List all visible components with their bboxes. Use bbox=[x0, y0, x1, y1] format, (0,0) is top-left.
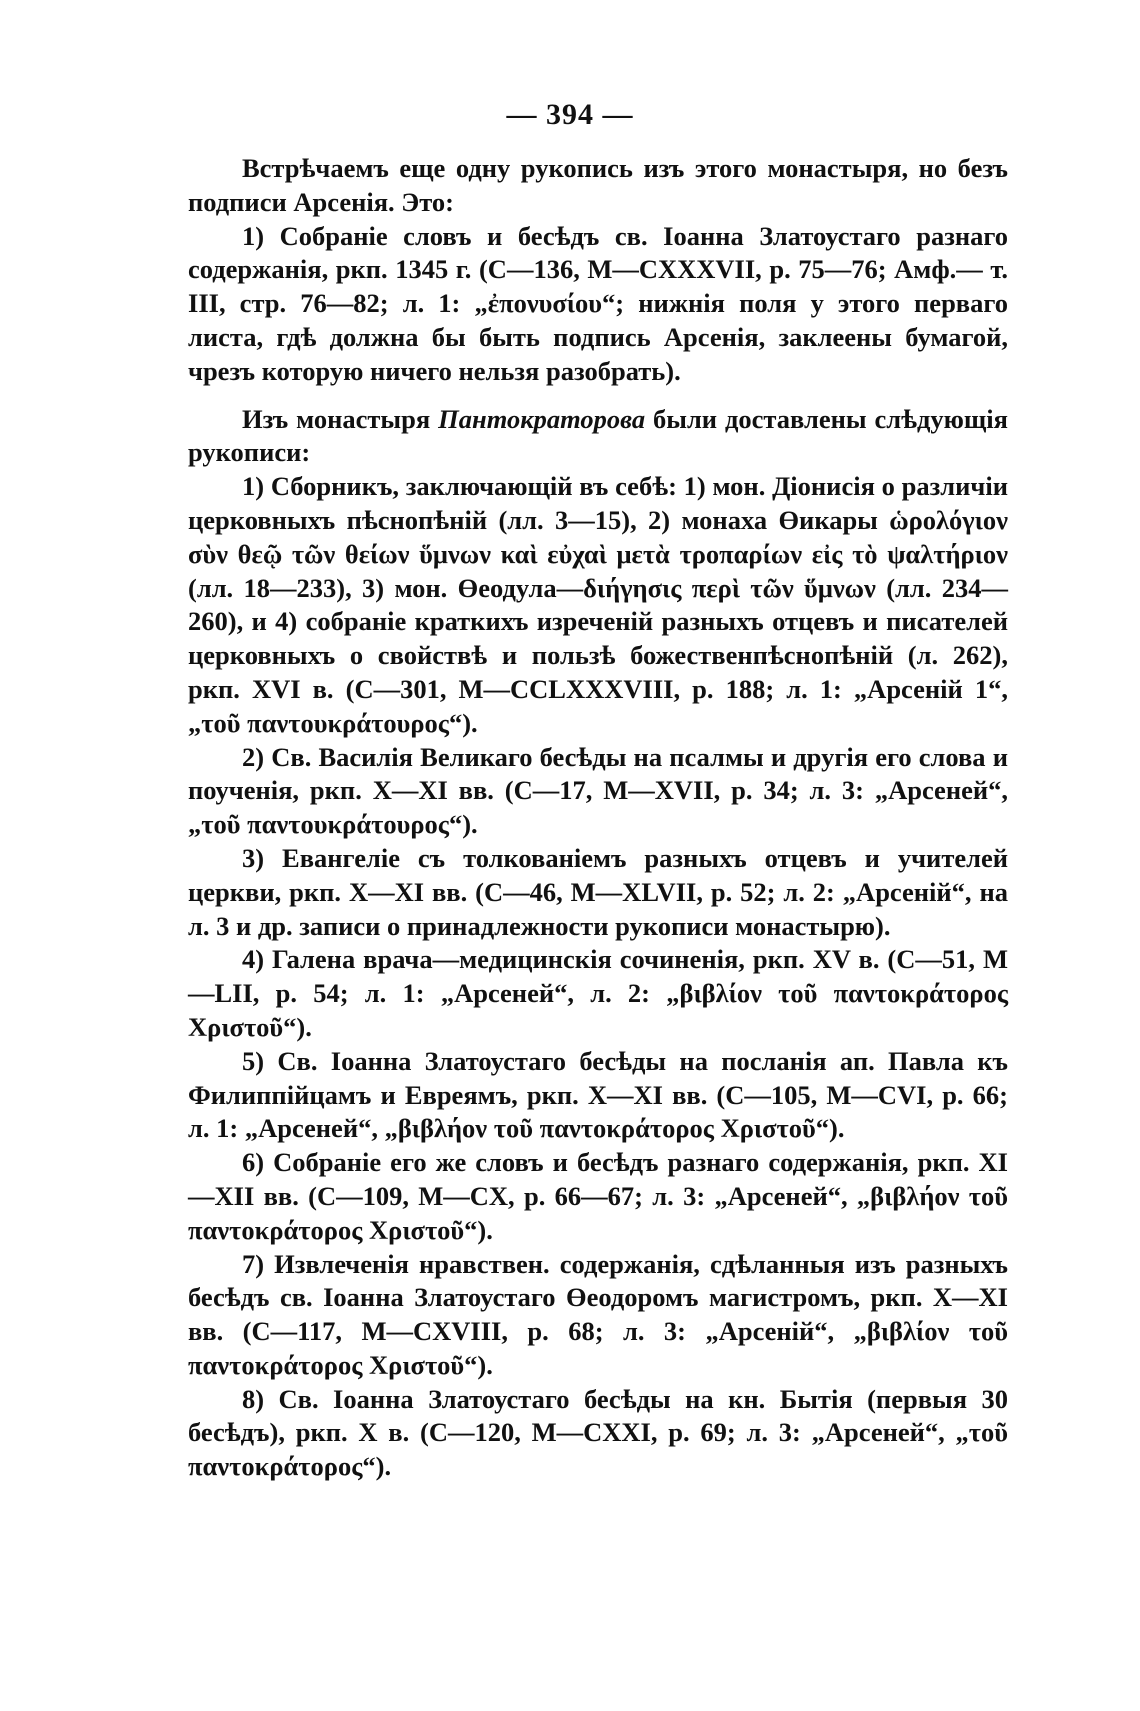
heading-suffix: были доставлены слѣдующія рукописи: bbox=[188, 403, 1008, 468]
page-number: — 394 — bbox=[506, 98, 634, 131]
paragraph-item-1-sbornik: 1) Сборникъ, заключающій въ себѣ: 1) мон. Діонисія о различіи церковныхъ пѣснопѣній (лл. 3—15), 2) монаха Өикары ὡρολόγιον σὺν θεῷ τῶν θείων ὕμνων καὶ εὐχαὶ μετὰ τροπαρίων εἰς τὸ ψαλτήριον (лл. 18—233), 3) мон. Өеодула—διήγησις περὶ τῶν ὕμνων (лл. 234—260), и 4) собраніе краткихъ изреченій разныхъ отцевъ и писателей церковныхъ о свойствѣ и пользѣ божественпѣснопѣній (л. 262), ркп. XVI в. (С—301, М—CCLXXXVIII, р. 188; л. 1: „Арсеній 1“, „τοῦ παντουκράτουρος“). bbox=[188, 471, 1008, 738]
paragraph-item-3: 3) Евангеліе съ толкованіемъ разныхъ отцевъ и учителей церкви, ркп. X—XI вв. (С—46, М—XLVII, р. 52; л. 2: „Арсеній“, на л. 3 и др. записи о принадлежности рукописи монастырю). bbox=[188, 842, 1008, 941]
paragraph-heading-pantokrator bbox=[188, 403, 1008, 471]
heading-prefix: Изъ монастыря bbox=[242, 403, 439, 434]
body-text bbox=[188, 152, 1008, 1484]
paragraph-item-5: 5) Св. Іоанна Златоустаго бесѣды на посланія ап. Павла къ Филиппійцамъ и Евреямъ, ркп. X—XI вв. (С—105, М—CVI, р. 66; л. 1: „Арсеней“, „βιβλήον τοῦ παντοκράτορος Χριστοῦ“). bbox=[188, 1045, 1008, 1144]
monastery-name: Пантократорова bbox=[438, 403, 646, 434]
paragraph-item-2: 2) Св. Василія Великаго бесѣды на псалмы и другія его слова и поученія, ркп. X—XI вв. (С—17, М—XVII, р. 34; л. 3: „Арсеней“, „τοῦ παντουκράτουρος“). bbox=[188, 741, 1008, 840]
paragraph-item-6: 6) Собраніе его же словъ и бесѣдъ разнаго содержанія, ркп. XI—XII вв. (С—109, М—CX, р. 66—67; л. 3: „Арсеней“, „βιβλήον τοῦ παντοκράτορος Χριστοῦ“). bbox=[188, 1147, 1008, 1245]
paragraph-item-7: 7) Извлеченія нравствен. содержанія, сдѣланныя изъ разныхъ бесѣдъ св. Іоанна Златоустаго Өеодоромъ магистромъ, ркп. X—XI вв. (С—117, М—CXVIII, р. 68; л. 3: „Арсеній“, „βιβλίον τοῦ παντοκράτορος Χριστοῦ“). bbox=[188, 1248, 1008, 1380]
paragraph-intro: Встрѣчаемъ еще одну рукопись изъ этого монастыря, но безъ подписи Арсенія. Это: bbox=[188, 153, 1008, 217]
paragraph-item-4: 4) Галена врача—медицинскія сочиненія, ркп. XV в. (С—51, М—LII, р. 54; л. 1: „Арсеней“, л. 2: „βιβλίον τοῦ παντοκράτορος Χριστοῦ“). bbox=[188, 944, 1008, 1042]
paragraph-item-1: 1) Собраніе словъ и бесѣдъ св. Іоанна Златоустаго разнаго содержанія, ркп. 1345 г. (С—136, М—CXXXVII, р. 75—76; Амф.— т. III, стр. 76—82; л. 1: „ἐπονυσίου“; нижнія поля у этого перваго листа, гдѣ должна бы быть подпись Арсенія, заклеены бумагой, чрезъ которую ничего нельзя разобрать). bbox=[188, 220, 1008, 386]
paragraph-item-8: 8) Св. Іоанна Златоустаго бесѣды на кн. Бытія (первыя 30 бесѣдъ), ркп. X в. (С—120, М—CXXI, р. 69; л. 3: „Арсеней“, „τοῦ παντοκράτορος“). bbox=[188, 1383, 1008, 1482]
